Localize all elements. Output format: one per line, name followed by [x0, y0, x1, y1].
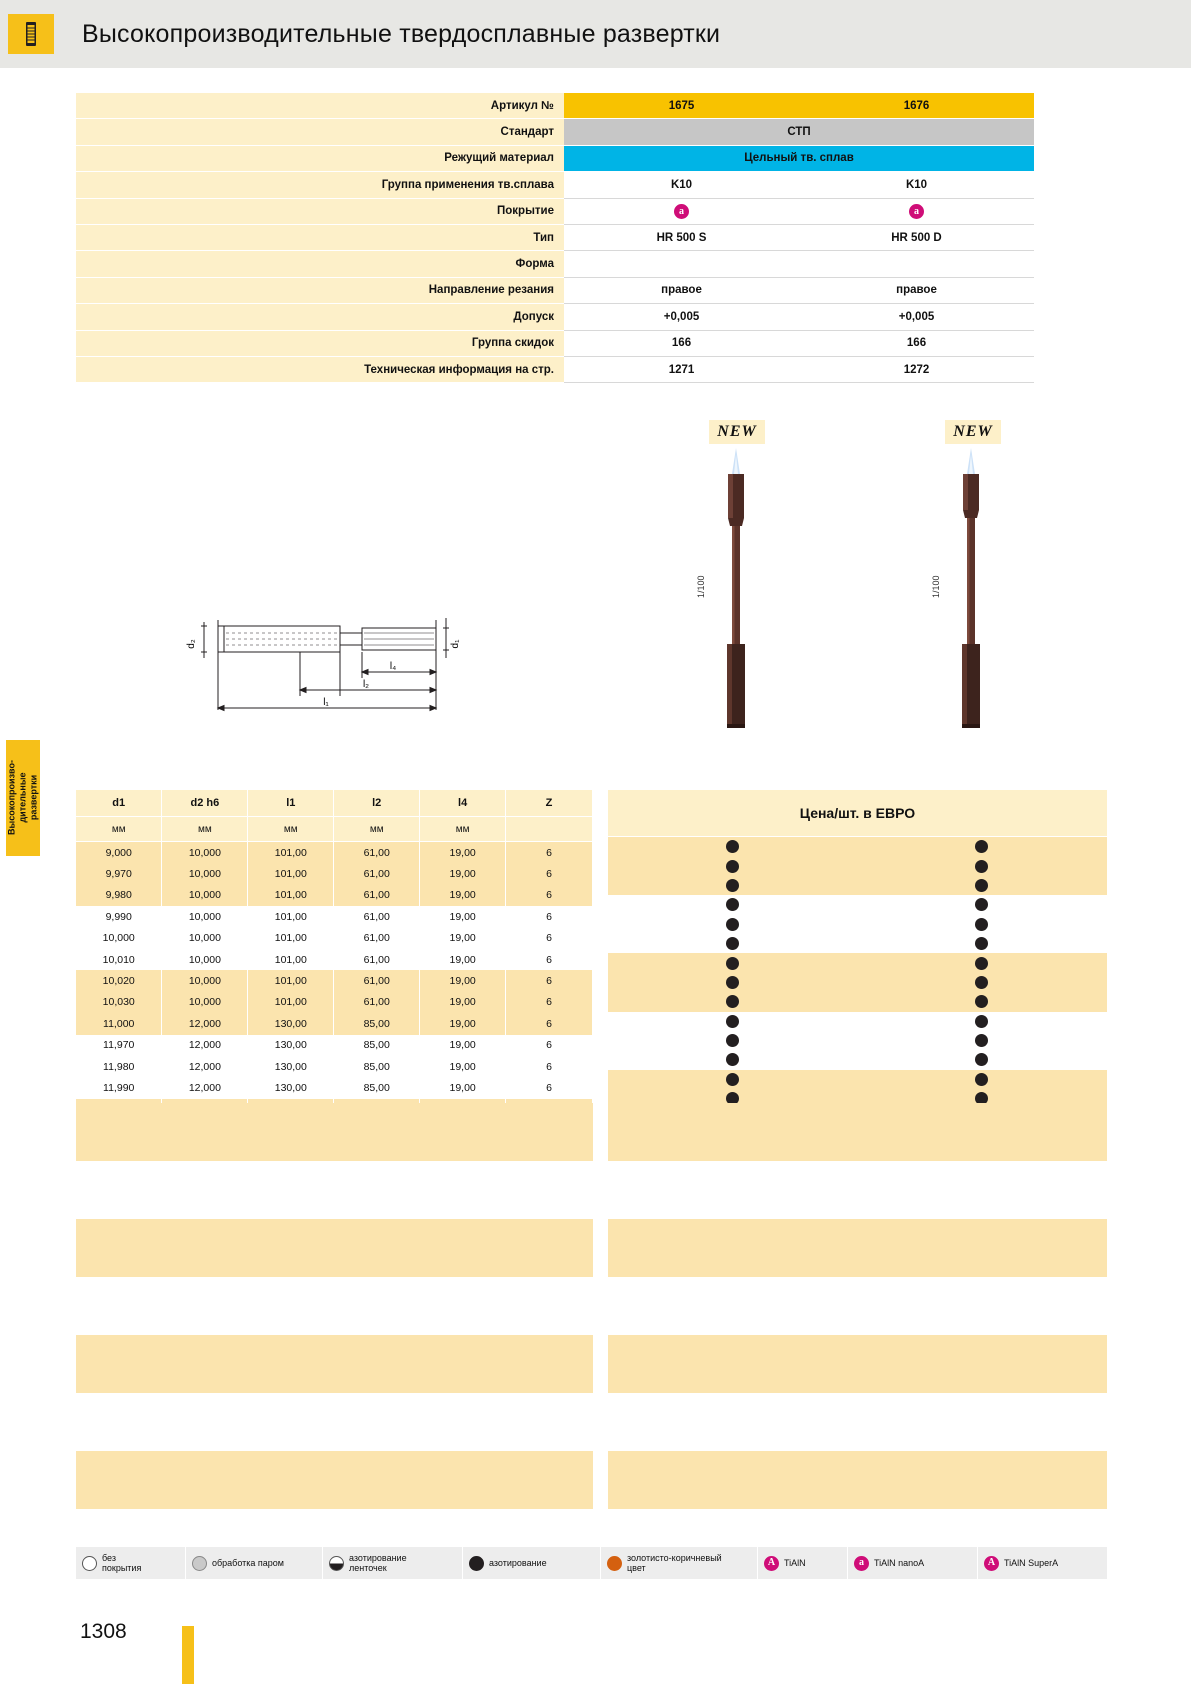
- price-cell-col1[interactable]: [608, 1053, 857, 1066]
- reamer-logo-icon: [8, 14, 54, 54]
- tool-scale-label: 1/100: [931, 575, 941, 598]
- cell-d1: 11,000: [76, 1013, 162, 1034]
- cell-d1: 9,970: [76, 863, 162, 884]
- cell-l2: 61,00: [334, 863, 420, 884]
- spec-value-col2: правое: [799, 278, 1034, 304]
- cell-l1: 101,00: [248, 928, 334, 949]
- price-row: [608, 992, 1107, 1011]
- availability-dot-icon: [726, 840, 739, 853]
- cell-l2: 61,00: [334, 842, 420, 864]
- spec-value-col1: 166: [564, 331, 799, 357]
- price-cell-col1[interactable]: [608, 995, 857, 1008]
- cell-d2: 12,000: [162, 1077, 248, 1098]
- price-cell-col2[interactable]: [857, 957, 1106, 970]
- cell-l1: 130,00: [248, 1013, 334, 1034]
- page-header: [0, 0, 1191, 68]
- table-row: [76, 928, 593, 949]
- cell-l1: 101,00: [248, 863, 334, 884]
- page-number: 1308: [80, 1620, 127, 1643]
- price-cell-col2[interactable]: [857, 918, 1106, 931]
- cell-z: 6: [506, 1056, 593, 1077]
- legend-item-no-coating: [76, 1547, 186, 1579]
- price-row: [608, 876, 1107, 895]
- cell-l4: 19,00: [420, 885, 506, 906]
- cell-d1: 11,990: [76, 1077, 162, 1098]
- spec-label: Стандарт: [76, 119, 564, 145]
- cell-z: 6: [506, 928, 593, 949]
- price-row: [608, 1012, 1107, 1031]
- cell-z: 6: [506, 1013, 593, 1034]
- col-header-d1: d1: [76, 790, 162, 817]
- price-cell-col2[interactable]: [857, 1053, 1106, 1066]
- specification-table: [76, 93, 1107, 383]
- spec-value-col2: 1272: [799, 357, 1034, 383]
- footer-accent-bar: [182, 1626, 194, 1684]
- cell-l2: 85,00: [334, 1077, 420, 1098]
- drawing-label-d1: d₁: [450, 639, 461, 649]
- cell-z: 6: [506, 992, 593, 1013]
- cell-d2: 10,000: [162, 906, 248, 927]
- spec-label: Допуск: [76, 304, 564, 330]
- cell-l1: 101,00: [248, 970, 334, 991]
- spec-value-col1: 1271: [564, 357, 799, 383]
- legend-label: без покрытия: [102, 1553, 142, 1573]
- drawing-label-l2: l₂: [362, 679, 370, 690]
- legend-label: TiAlN: [784, 1558, 806, 1568]
- legend-label: TiAlN nanoA: [874, 1558, 925, 1568]
- cell-d2: 10,000: [162, 928, 248, 949]
- orange-circle-icon: [607, 1556, 622, 1571]
- spec-label: Режущий материал: [76, 146, 564, 172]
- availability-dot-icon: [726, 898, 739, 911]
- spec-value-span: СТП: [564, 119, 1034, 145]
- drawing-label-d2: d₂: [186, 639, 197, 649]
- cell-l2: 61,00: [334, 992, 420, 1013]
- black-circle-icon: [469, 1556, 484, 1571]
- cell-l2: 85,00: [334, 1056, 420, 1077]
- availability-dot-icon: [975, 937, 988, 950]
- filler-band: [608, 1335, 1107, 1393]
- filler-band: [608, 1219, 1107, 1277]
- coating-legend: [76, 1547, 1107, 1579]
- col-header-l4: l4: [420, 790, 506, 817]
- price-cell-col2[interactable]: [857, 1015, 1106, 1028]
- tool-image-hr500d: [931, 448, 1001, 736]
- spec-value-col1: HR 500 S: [564, 225, 799, 251]
- cell-d2: 10,000: [162, 842, 248, 864]
- cell-d1: 10,000: [76, 928, 162, 949]
- table-row: [76, 1056, 593, 1077]
- cell-l4: 19,00: [420, 928, 506, 949]
- availability-dot-icon: [975, 898, 988, 911]
- side-tab-label: Высокопроизво- дительные развертки: [6, 760, 39, 835]
- availability-dot-icon: [726, 957, 739, 970]
- cell-d2: 12,000: [162, 1035, 248, 1056]
- cell-l1: 101,00: [248, 949, 334, 970]
- col-unit-d2: мм: [162, 817, 248, 842]
- legend-label: TiAlN SuperA: [1004, 1558, 1059, 1568]
- price-table: [608, 790, 1107, 1147]
- tialn-nanoa-badge-icon: a: [854, 1556, 869, 1571]
- col-header-z: Z: [506, 790, 593, 817]
- filler-band: [76, 1219, 593, 1277]
- legend-item-nitrided-lands: [323, 1547, 463, 1579]
- cell-d2: 10,000: [162, 949, 248, 970]
- spec-value-col2: [799, 251, 1034, 277]
- filler-band: [76, 1393, 593, 1451]
- table-row: [76, 842, 593, 864]
- cell-l2: 61,00: [334, 970, 420, 991]
- cell-d2: 12,000: [162, 1013, 248, 1034]
- availability-dot-icon: [975, 1073, 988, 1086]
- price-row: [608, 1070, 1107, 1089]
- legend-label: обработка паром: [212, 1558, 284, 1568]
- spec-row-cut-direction: [76, 278, 1107, 304]
- cell-l4: 19,00: [420, 1035, 506, 1056]
- cell-l2: 61,00: [334, 885, 420, 906]
- spec-label: Покрытие: [76, 199, 564, 225]
- price-row: [608, 915, 1107, 934]
- cell-d1: 10,020: [76, 970, 162, 991]
- price-cell-col1[interactable]: [608, 937, 857, 950]
- spec-row-standard: [76, 119, 1107, 145]
- table-row: [76, 863, 593, 884]
- filler-band: [76, 1103, 593, 1161]
- cell-d1: 11,970: [76, 1035, 162, 1056]
- col-header-l1: l1: [248, 790, 334, 817]
- price-row: [608, 895, 1107, 914]
- white-circle-icon: [82, 1556, 97, 1571]
- price-row: [608, 973, 1107, 992]
- legend-item-tialn-nanoa: [848, 1547, 978, 1579]
- cell-z: 6: [506, 863, 593, 884]
- spec-label: Направление резания: [76, 278, 564, 304]
- cell-l4: 19,00: [420, 1077, 506, 1098]
- price-cell-col1[interactable]: [608, 840, 857, 853]
- cell-l4: 19,00: [420, 1013, 506, 1034]
- legend-label: азотирование ленточек: [349, 1553, 407, 1573]
- price-cell-col2[interactable]: [857, 1034, 1106, 1047]
- availability-dot-icon: [726, 879, 739, 892]
- filler-band: [608, 1393, 1107, 1451]
- price-table-title: Цена/шт. в ЕВРО: [608, 790, 1107, 837]
- col-unit-l4: мм: [420, 817, 506, 842]
- availability-dot-icon: [975, 995, 988, 1008]
- cell-l1: 101,00: [248, 906, 334, 927]
- availability-dot-icon: [726, 995, 739, 1008]
- legend-label: золотисто-коричневый цвет: [627, 1553, 722, 1573]
- spec-row-carbide-group: [76, 172, 1107, 198]
- availability-dot-icon: [975, 840, 988, 853]
- half-circle-icon: [329, 1556, 344, 1571]
- cell-l1: 130,00: [248, 1035, 334, 1056]
- filler-band: [608, 1277, 1107, 1335]
- cell-l2: 61,00: [334, 906, 420, 927]
- spec-value-col2: K10: [799, 172, 1034, 198]
- price-cell-col1[interactable]: [608, 957, 857, 970]
- page-title: Высокопроизводительные твердосплавные развертки: [82, 20, 721, 48]
- price-cell-col2[interactable]: [857, 879, 1106, 892]
- spec-value-span: Цельный тв. сплав: [564, 146, 1034, 172]
- col-header-l2: l2: [334, 790, 420, 817]
- availability-dot-icon: [726, 860, 739, 873]
- legend-item-nitrided: [463, 1547, 601, 1579]
- spec-label: Тип: [76, 225, 564, 251]
- dimension-unit-row: [76, 817, 593, 842]
- cell-d2: 10,000: [162, 863, 248, 884]
- availability-dot-icon: [726, 1015, 739, 1028]
- filler-band: [76, 1277, 593, 1335]
- price-cell-col1[interactable]: [608, 879, 857, 892]
- availability-dot-icon: [726, 1073, 739, 1086]
- legend-item-steam-treated: [186, 1547, 323, 1579]
- cell-z: 6: [506, 970, 593, 991]
- spec-row-type: [76, 225, 1107, 251]
- table-row: [76, 1013, 593, 1034]
- availability-dot-icon: [975, 1015, 988, 1028]
- col-unit-l1: мм: [248, 817, 334, 842]
- cell-d2: 10,000: [162, 885, 248, 906]
- spec-row-coating: [76, 199, 1107, 225]
- price-cell-col2[interactable]: [857, 995, 1106, 1008]
- price-row: [608, 837, 1107, 856]
- spec-row-form: [76, 251, 1107, 277]
- filler-left: [76, 1103, 593, 1567]
- price-row: [608, 934, 1107, 953]
- table-row: [76, 992, 593, 1013]
- col-unit-l2: мм: [334, 817, 420, 842]
- drawing-label-l1: l₁: [323, 697, 329, 708]
- cell-l1: 101,00: [248, 992, 334, 1013]
- cell-d2: 10,000: [162, 970, 248, 991]
- price-row: [608, 953, 1107, 972]
- price-cell-col1[interactable]: [608, 898, 857, 911]
- price-cell-col2[interactable]: [857, 898, 1106, 911]
- spec-row-tech-info-page: [76, 357, 1107, 383]
- cell-l4: 19,00: [420, 970, 506, 991]
- table-row: [76, 970, 593, 991]
- cell-z: 6: [506, 885, 593, 906]
- filler-right: [608, 1103, 1107, 1567]
- availability-dot-icon: [975, 860, 988, 873]
- table-row: [76, 906, 593, 927]
- cell-z: 6: [506, 949, 593, 970]
- new-badge-col1: NEW: [709, 420, 765, 444]
- spec-label: Форма: [76, 251, 564, 277]
- cell-l1: 130,00: [248, 1056, 334, 1077]
- spec-value-col1: правое: [564, 278, 799, 304]
- filler-band: [608, 1103, 1107, 1161]
- cell-d1: 9,990: [76, 906, 162, 927]
- price-cell-col1[interactable]: [608, 1034, 857, 1047]
- availability-dot-icon: [975, 1053, 988, 1066]
- spec-value-col2: [799, 199, 1034, 225]
- spec-value-col1: [564, 199, 799, 225]
- spec-value-col2: 166: [799, 331, 1034, 357]
- availability-dot-icon: [726, 937, 739, 950]
- spec-row-article: [76, 93, 1107, 119]
- spec-row-discount-group: [76, 331, 1107, 357]
- table-row: [76, 1077, 593, 1098]
- price-cell-col2[interactable]: [857, 1073, 1106, 1086]
- cell-l2: 61,00: [334, 949, 420, 970]
- table-row: [76, 949, 593, 970]
- cell-l1: 101,00: [248, 885, 334, 906]
- price-cell-col1[interactable]: [608, 1015, 857, 1028]
- price-cell-col2[interactable]: [857, 840, 1106, 853]
- cell-l4: 19,00: [420, 863, 506, 884]
- spec-value-col2: HR 500 D: [799, 225, 1034, 251]
- col-unit-d1: мм: [76, 817, 162, 842]
- table-row: [76, 1035, 593, 1056]
- cell-l4: 19,00: [420, 842, 506, 864]
- cell-l4: 19,00: [420, 906, 506, 927]
- spec-label: Техническая информация на стр.: [76, 357, 564, 383]
- header-divider: [0, 68, 1191, 71]
- spec-label: Группа скидок: [76, 331, 564, 357]
- filler-band: [76, 1161, 593, 1219]
- tool-scale-label: 1/100: [696, 575, 706, 598]
- cell-z: 6: [506, 1077, 593, 1098]
- legend-label: азотирование: [489, 1558, 547, 1568]
- grey-circle-icon: [192, 1556, 207, 1571]
- price-cell-col1[interactable]: [608, 860, 857, 873]
- price-cell-col1[interactable]: [608, 918, 857, 931]
- cell-d1: 10,010: [76, 949, 162, 970]
- cell-l1: 101,00: [248, 842, 334, 864]
- tool-image-hr500s: [696, 448, 766, 736]
- legend-item-golden-brown: [601, 1547, 758, 1579]
- side-tab-category: [6, 740, 40, 856]
- cell-d1: 9,980: [76, 885, 162, 906]
- cell-l1: 130,00: [248, 1077, 334, 1098]
- availability-dot-icon: [975, 1034, 988, 1047]
- cell-l4: 19,00: [420, 992, 506, 1013]
- price-cell-col2[interactable]: [857, 976, 1106, 989]
- cell-d2: 12,000: [162, 1056, 248, 1077]
- spec-value-col2: 1676: [799, 93, 1034, 119]
- availability-dot-icon: [726, 976, 739, 989]
- coating-badge-icon: a: [909, 204, 924, 219]
- spec-value-col1: +0,005: [564, 304, 799, 330]
- cell-l4: 19,00: [420, 1056, 506, 1077]
- col-unit-z: [506, 817, 593, 842]
- filler-band: [76, 1451, 593, 1509]
- spec-value-col1: K10: [564, 172, 799, 198]
- availability-dot-icon: [975, 918, 988, 931]
- price-row: [608, 856, 1107, 875]
- coating-badge-icon: a: [674, 204, 689, 219]
- spec-value-col1: [564, 251, 799, 277]
- cell-d1: 9,000: [76, 842, 162, 864]
- tialn-badge-icon: A: [764, 1556, 779, 1571]
- availability-dot-icon: [975, 976, 988, 989]
- filler-band: [76, 1335, 593, 1393]
- availability-dot-icon: [726, 1053, 739, 1066]
- cell-z: 6: [506, 906, 593, 927]
- availability-dot-icon: [975, 879, 988, 892]
- tialn-supera-badge-icon: A: [984, 1556, 999, 1571]
- cell-l2: 85,00: [334, 1013, 420, 1034]
- cell-d1: 10,030: [76, 992, 162, 1013]
- filler-band: [608, 1451, 1107, 1509]
- price-cell-col2[interactable]: [857, 860, 1106, 873]
- cell-l2: 61,00: [334, 928, 420, 949]
- price-cell-col2[interactable]: [857, 937, 1106, 950]
- cell-z: 6: [506, 1035, 593, 1056]
- price-cell-col1[interactable]: [608, 1073, 857, 1086]
- cell-z: 6: [506, 842, 593, 864]
- table-row: [76, 885, 593, 906]
- technical-drawing: [180, 600, 470, 730]
- spec-row-material: [76, 146, 1107, 172]
- spec-row-tolerance: [76, 304, 1107, 330]
- dimension-header-row: [76, 790, 593, 817]
- spec-value-col1: 1675: [564, 93, 799, 119]
- drawing-label-l4: l₄: [389, 661, 397, 672]
- availability-dot-icon: [726, 1034, 739, 1047]
- cell-d1: 11,980: [76, 1056, 162, 1077]
- filler-band: [608, 1161, 1107, 1219]
- spec-label: Группа применения тв.сплава: [76, 172, 564, 198]
- cell-l2: 85,00: [334, 1035, 420, 1056]
- new-badge-col2: NEW: [945, 420, 1001, 444]
- legend-item-tialn-supera: [978, 1547, 1107, 1579]
- price-row: [608, 1031, 1107, 1050]
- cell-l4: 19,00: [420, 949, 506, 970]
- col-header-d2: d2 h6: [162, 790, 248, 817]
- price-row: [608, 1050, 1107, 1069]
- spec-value-col2: +0,005: [799, 304, 1034, 330]
- cell-d2: 10,000: [162, 992, 248, 1013]
- spec-label: Артикул №: [76, 93, 564, 119]
- price-cell-col1[interactable]: [608, 976, 857, 989]
- availability-dot-icon: [975, 957, 988, 970]
- availability-dot-icon: [726, 918, 739, 931]
- legend-item-tialn: [758, 1547, 848, 1579]
